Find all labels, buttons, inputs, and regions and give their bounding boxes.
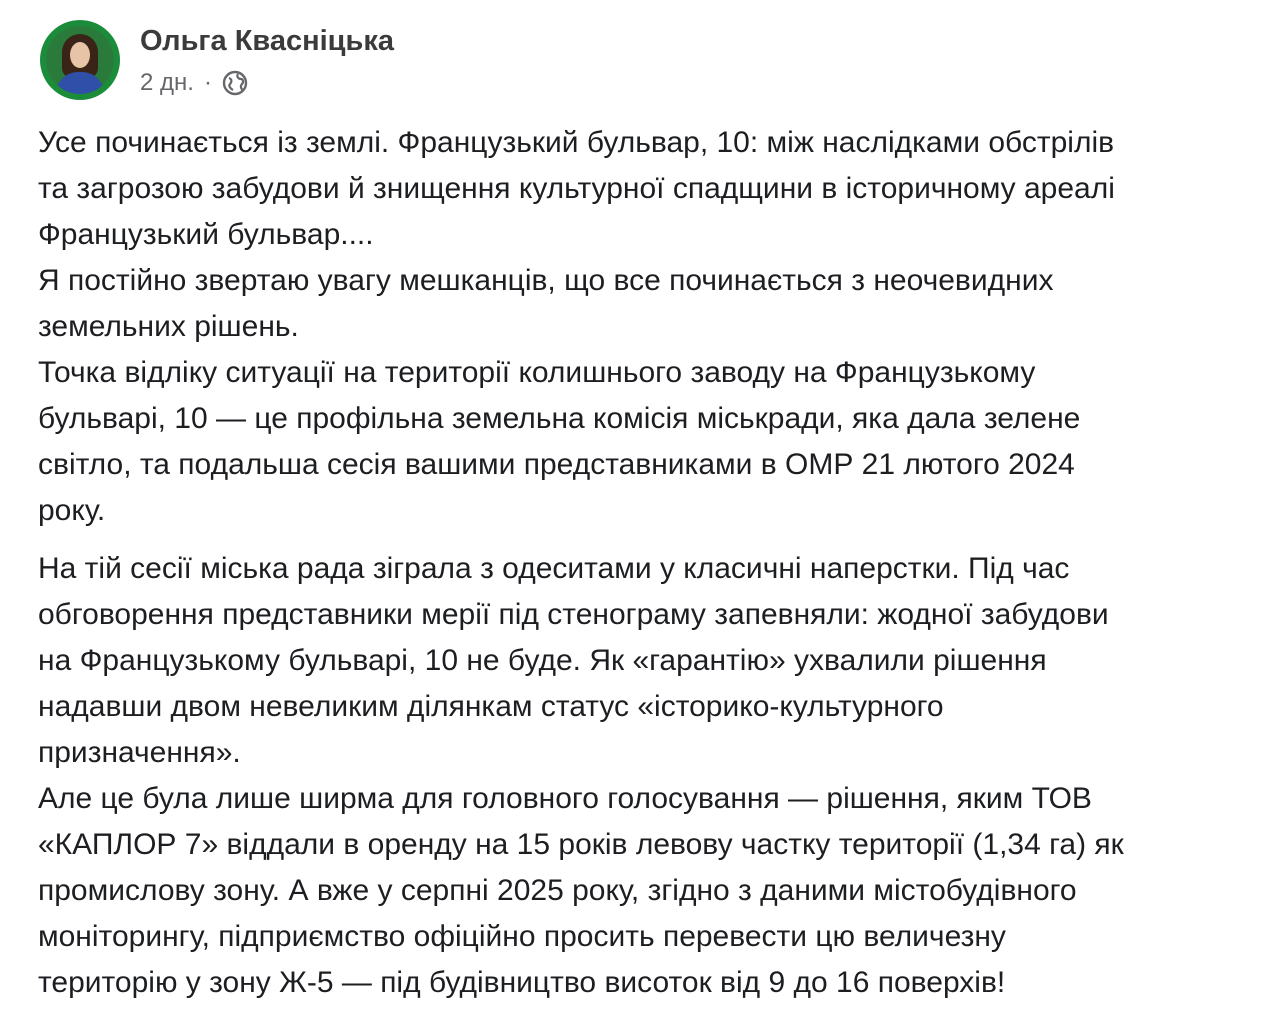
post-text-line: бульварі, 10 — це профільна земельна комісія міськради, яка дала зелене [38, 402, 1081, 435]
post-text-line: надавши двом невеликим ділянкам статус «історико-культурного [38, 690, 944, 723]
post-text-line: На тій сесії міська рада зіграла з одеситами у класичні наперстки. Під час [38, 552, 1070, 585]
author-avatar[interactable] [40, 20, 120, 100]
post-text-line: «КАПЛОР 7» віддали в оренду на 15 років левову частку території (1,34 га) як [38, 828, 1124, 861]
post-text-line: обговорення представники мерії під стенограму запевняли: жодної забудови [38, 598, 1109, 631]
post-text-line: територію у зону Ж-5 — під будівництво висоток від 9 до 16 поверхів! [38, 966, 1006, 999]
post-text-line: світло, та подальша сесія вашими представниками в ОМР 21 лютого 2024 [38, 448, 1075, 481]
post-timestamp[interactable]: 2 дн. [140, 69, 194, 96]
post-meta [140, 20, 394, 98]
avatar-body [56, 72, 104, 94]
post-text-line: року. [38, 494, 106, 527]
post-text-line: Усе починається із землі. Французький бульвар, 10: між наслідками обстрілів [38, 126, 1115, 159]
avatar-face [70, 42, 90, 68]
post-text-line: земельних рішень. [38, 310, 299, 343]
post-text-line: призначення». [38, 736, 241, 769]
post-text-line: та загрозою забудови й знищення культурної спадщини в історичному ареалі [38, 172, 1115, 205]
post-text-line: Французький бульвар.... [38, 218, 374, 251]
separator-dot: · [203, 69, 212, 96]
post-text-line: на Французькому бульварі, 10 не буде. Як «гарантію» ухвалили рішення [38, 644, 1047, 677]
post-text-line: Точка відліку ситуації на території колишнього заводу на Французькому [38, 356, 1036, 389]
globe-icon[interactable] [222, 70, 248, 96]
avatar-photo [46, 26, 114, 94]
paragraph-gap [38, 534, 1278, 546]
post-text-line: Але це була лише ширма для головного голосування — рішення, яким ТОВ [38, 782, 1092, 815]
post-text-line: промислову зону. А вже у серпні 2025 року, згідно з даними містобудівного [38, 874, 1077, 907]
post-text [38, 120, 1278, 1006]
post-header [40, 20, 394, 104]
author-name[interactable]: Ольга Квасніцька [140, 25, 394, 57]
post-text-line: Я постійно звертаю увагу мешканців, що все починається з неочевидних [38, 264, 1054, 297]
post-text-line: моніторингу, підприємство офіційно просить перевести цю величезну [38, 920, 1006, 953]
post-subline [140, 68, 394, 98]
